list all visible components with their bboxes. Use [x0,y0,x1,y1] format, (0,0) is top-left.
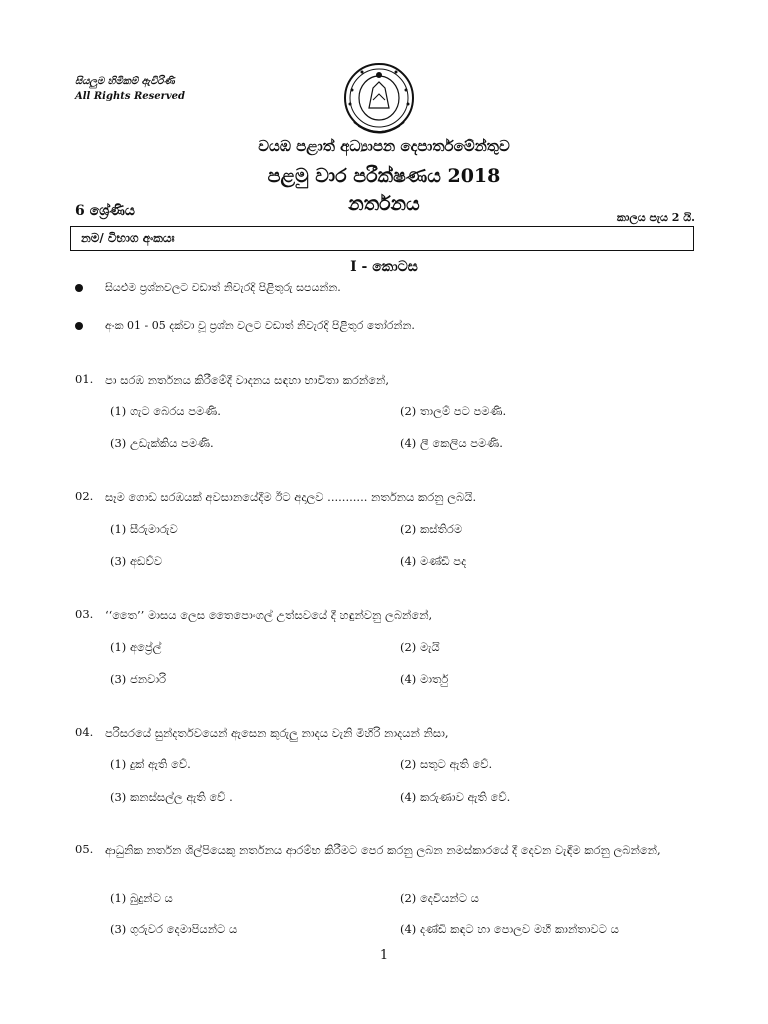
time-allowed: කාලය පැය 2 යි. [616,211,695,224]
question-number: 01. [75,372,94,386]
question-number: 05. [75,842,94,856]
name-index-box[interactable] [70,226,694,251]
rights-block [75,74,185,104]
page-number: 1 [379,948,389,963]
government-emblem-icon [340,60,418,140]
grade-label: 6 ශ්‍රේණිය [75,203,135,219]
option-4: (4) ලී කෙලිය පමණි. [400,436,503,450]
name-index-label: නම/ විභාග අංකයඃ [81,231,175,245]
option-2: (2) දෙවියන්ට ය [400,891,479,905]
rights-english: All Rights Reserved [75,91,186,102]
option-3: (3) උඩැක්කිය පමණි. [110,436,214,450]
question-text: පා සරඹ නර්තනය කිරීමේදී වාදනය සඳහා භාවිතා කරන්නේ, [105,373,390,387]
rights-sinhala: සියලුම හිමිකම් ඇවිරිණි [75,76,175,87]
option-4: (4) මණ්ඩි පද [400,554,467,568]
option-1: (1) දුක් ඇති වේ. [110,757,191,771]
option-4: (4) මාර්තු [400,672,449,686]
question-number: 04. [75,725,94,739]
option-2: (2) සතුට ඇති වේ. [400,757,493,771]
bullet-icon [75,284,83,292]
option-3: (3) ගුරුවර දෙමාපියන්ට ය [110,922,238,936]
option-3: (3) අඩව්ව [110,554,163,568]
option-2: (2) කස්තිරම [400,522,463,536]
option-2: (2) තාලම් පට පමණි. [400,404,507,418]
instruction-2: අංක 01 - 05 දක්වා වූ ප්‍රශ්න වලට වඩාත් නිවැරදි පිළිතුර තෝරන්න. [105,319,415,332]
question-text: ‘‘තෛ’’ මාසය ලෙස තෛපොංගල් උත්සවයේ දී හඳුන්වනු ලබන්නේ, [105,608,433,622]
question-number: 02. [75,489,94,503]
question-text: සෑම ගොඩ සරඹයක් අවසානයේදීම ඊට අදාලව ........... නර්තනය කරනු ලබයි. [105,490,477,504]
option-1: (1) අප්‍රේල් [110,640,162,654]
option-4: (4) කරුණාව ඇති වේ. [400,790,511,804]
bullet-icon [75,322,83,330]
option-1: (1) සීරුමාරුව [110,522,178,536]
question-number: 03. [75,607,94,621]
subject-title: නර්තනය [348,193,420,215]
option-3: (3) ජනවාරි [110,672,167,686]
option-1: (1) බුදුන්ට ය [110,891,173,905]
question-text: ආධුනික නර්තන ශිල්පියෙකු නර්තනය ආරම්භ කිරීමට පෙර කරනු ලබන නමස්කාරයේ දී දෙවන වැඳීම කරනු ලබන්නේ, [105,843,661,857]
department-title: වයඹ පළාත් අධ්‍යාපන දෙපාර්තමේන්තුව [258,137,510,155]
option-1: (1) ගැට බෙරය පමණි. [110,404,221,418]
option-2: (2) මැයි [400,640,440,654]
exam-title: පළමු වාර පරීක්ෂණය 2018 [267,165,501,187]
option-4: (4) දණ්ඩි කඳට හා පොලව මහී කාන්තාවට ය [400,922,619,936]
question-text: පරිසරයේ සුන්දර්තවයෙන් ඇසෙන කුරුලු නාදය වැනි මිහිරි නාදයන් නිසා, [105,726,449,740]
instruction-1: සියළුම ප්‍රශ්නවලට වඩාත් නිවැරදි පිළිතුරු සපයන්න. [105,281,341,294]
option-3: (3) කනස්සල්ල ඇති වේ . [110,790,233,804]
section-title: I - කොටස [350,259,418,275]
